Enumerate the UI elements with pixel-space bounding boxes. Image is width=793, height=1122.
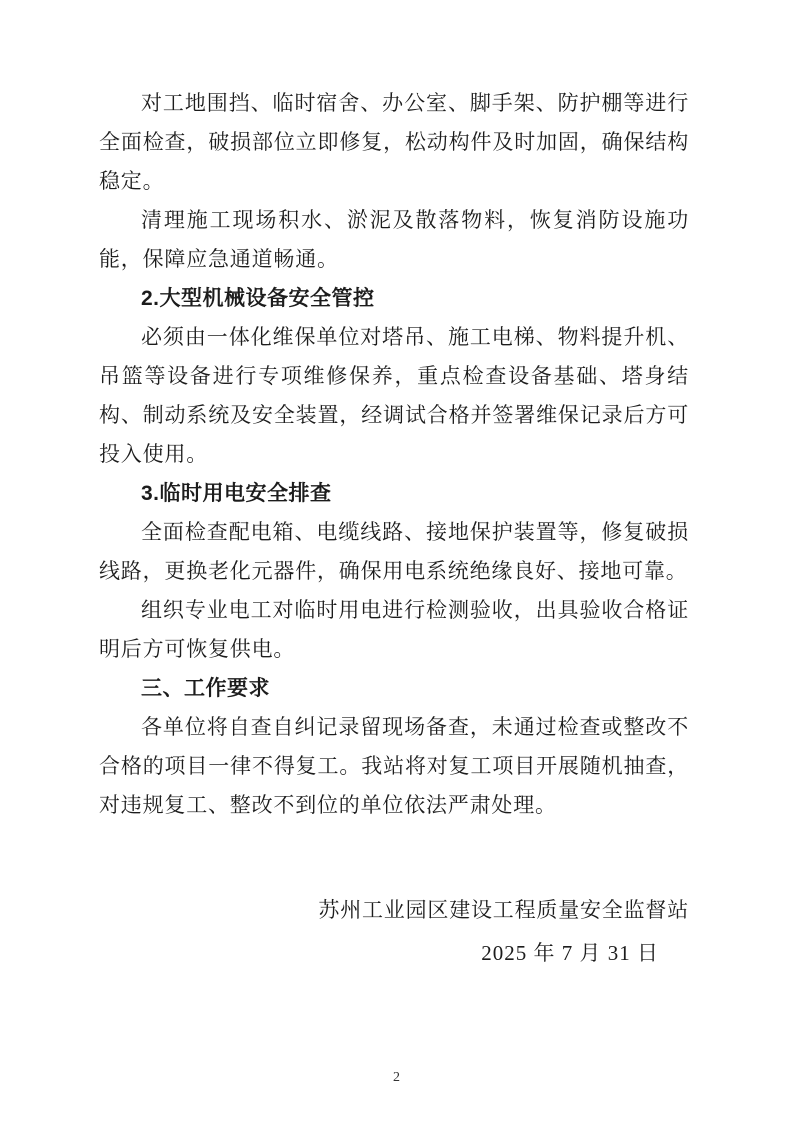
document-body bbox=[99, 84, 689, 825]
signature-date: 2025 年 7 月 31 日 bbox=[481, 941, 659, 965]
section-heading: 3.临时用电安全排查 bbox=[141, 482, 332, 505]
signature-block bbox=[99, 891, 689, 973]
page-footer bbox=[0, 1042, 793, 1122]
document-content bbox=[99, 84, 689, 973]
paragraph: 全面检查配电箱、电缆线路、接地保护装置等，修复破损线路，更换老化元器件，确保用电系统绝缘良好、接地可靠。 bbox=[99, 520, 689, 583]
paragraph: 各单位将自查自纠记录留现场备查，未通过检查或整改不合格的项目一律不得复工。我站将对复工项目开展随机抽查，对违规复工、整改不到位的单位依法严肃处理。 bbox=[99, 715, 689, 817]
signature-organization: 苏州工业园区建设工程质量安全监督站 bbox=[318, 898, 689, 922]
paragraph: 必须由一体化维保单位对塔吊、施工电梯、物料提升机、吊篮等设备进行专项维修保养，重点检查设备基础、塔身结构、制动系统及安全装置，经调试合格并签署维保记录后方可投入使用。 bbox=[99, 325, 689, 466]
section-heading: 2.大型机械设备安全管控 bbox=[141, 287, 375, 310]
paragraph: 清理施工现场积水、淤泥及散落物料，恢复消防设施功能，保障应急通道畅通。 bbox=[99, 208, 689, 271]
section-heading: 三、工作要求 bbox=[141, 677, 270, 700]
paragraph: 组织专业电工对临时用电进行检测验收，出具验收合格证明后方可恢复供电。 bbox=[99, 598, 689, 661]
paragraph: 对工地围挡、临时宿舍、办公室、脚手架、防护棚等进行全面检查，破损部位立即修复，松动构件及时加固，确保结构稳定。 bbox=[99, 91, 689, 193]
page-number: 2 bbox=[393, 1070, 400, 1085]
